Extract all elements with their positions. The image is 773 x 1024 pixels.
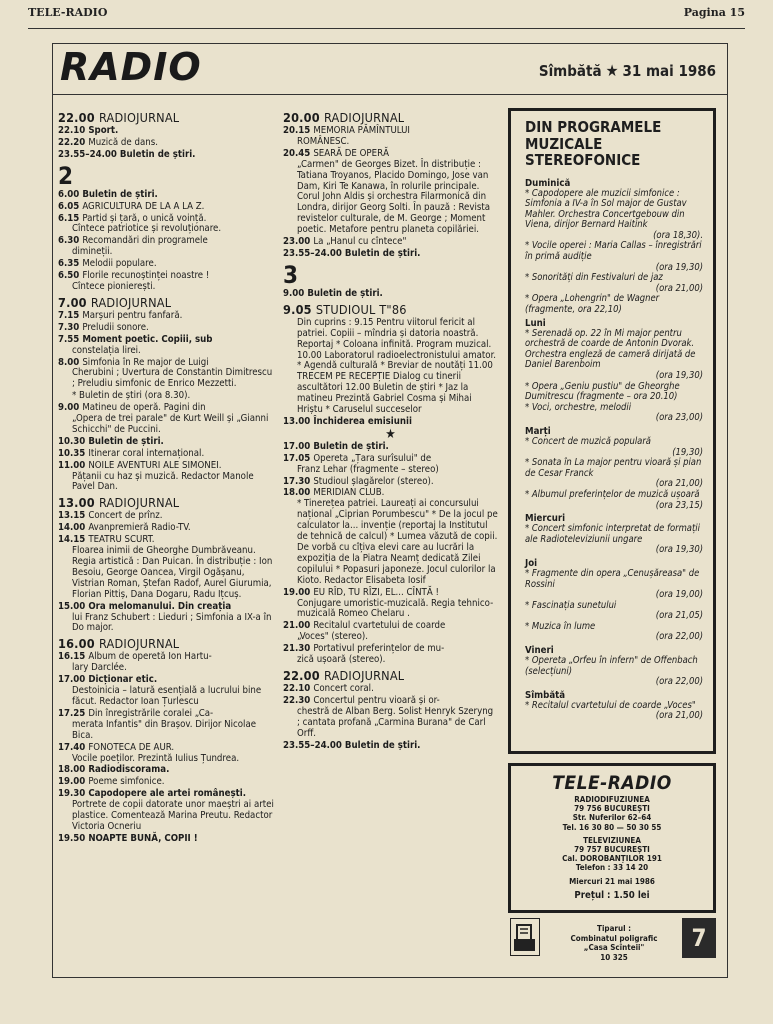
program-title: Buletin de știri. bbox=[82, 188, 158, 200]
program-title: RADIOJURNAL bbox=[90, 294, 172, 310]
program-time: 17.25 bbox=[58, 707, 89, 719]
info-line: RADIODIFUZIUNEA bbox=[574, 795, 650, 804]
program-entry bbox=[283, 289, 498, 300]
program-time: 10.30 bbox=[58, 435, 89, 447]
printer-line: Tiparul : bbox=[597, 924, 631, 933]
stereo-time: (ora 23,15) bbox=[655, 499, 703, 511]
program-title: EU RÎD, TU RÎZI, EL... CÎNTĂ ! bbox=[313, 586, 439, 598]
program-time: 16.00 bbox=[58, 636, 99, 652]
program-title: Matineu de operă. Pagini din bbox=[82, 402, 206, 414]
program-time: 17.40 bbox=[58, 741, 89, 753]
program-description: Conjugare umoristic-muzicală. Regia tehnico-muzicală Romeo Chelaru . bbox=[297, 597, 494, 620]
program-entry bbox=[58, 449, 274, 460]
page-logo: 7 bbox=[682, 918, 716, 958]
program-title: TEATRU SCURT. bbox=[88, 534, 155, 546]
program-time: 23.55–24.00 bbox=[283, 247, 345, 259]
program-title: Concert de prînz. bbox=[88, 510, 163, 522]
program-time: 22.00 bbox=[58, 110, 99, 125]
teleradio-info-box bbox=[508, 763, 716, 913]
program-entry bbox=[58, 323, 274, 334]
program-title: FONOTECA DE AUR. bbox=[88, 741, 175, 753]
program-description: „Opera de trei parale" de Kurt Weill și „Gianni Schicchi" de Puccini. bbox=[72, 413, 269, 435]
program-title: MEMORIA PĂMÎNTULUI bbox=[313, 125, 410, 136]
program-title: La „Hanul cu cîntece" bbox=[313, 236, 407, 248]
program-time: 15.00 bbox=[58, 600, 89, 612]
printer-line: Combinatul poligrafic bbox=[570, 933, 658, 943]
star-icon: ★ bbox=[605, 61, 619, 80]
program-time: 18.00 bbox=[58, 764, 89, 776]
program-entry bbox=[58, 523, 274, 534]
program-entry bbox=[283, 302, 498, 317]
program-entry bbox=[283, 477, 498, 488]
program-description: Franz Lehar (fragmente – stereo) bbox=[297, 463, 439, 475]
program-title: Buletin de știri. bbox=[307, 287, 383, 299]
program-time: 23.55–24.00 bbox=[283, 739, 345, 751]
stereo-time: (ora 22,00) bbox=[655, 631, 703, 643]
program-title: Buletin de știri. bbox=[344, 247, 421, 259]
page-number: Pagina 15 bbox=[683, 6, 745, 19]
program-entry bbox=[283, 684, 498, 695]
stereo-day: Sîmbătă bbox=[525, 689, 566, 701]
program-description: Destoinicia – latură esențială a lucrului bine făcut. Redactor Ioan Țurlescu bbox=[72, 685, 262, 707]
program-time: 7.55 bbox=[58, 333, 83, 345]
stereo-time: (ora 18,30). bbox=[653, 229, 703, 241]
program-title: Florile recunoștinței noastre ! bbox=[82, 270, 210, 282]
stereo-time: (ora 19,00) bbox=[655, 589, 703, 601]
program-time: 23.00 bbox=[283, 236, 314, 248]
program-title: NOILE AVENTURI ALE SIMONEI. bbox=[88, 459, 222, 471]
program-title: RADIOJURNAL bbox=[98, 110, 180, 125]
program-time: 6.30 bbox=[58, 235, 83, 247]
program-time: 22.30 bbox=[283, 694, 314, 706]
program-description: Cîntece patriotice și revoluționare. bbox=[72, 223, 222, 235]
program-title: Dicționar etic. bbox=[88, 674, 158, 686]
stereo-item: * Capodopere ale muzicii simfonice : Simfonia a IV-a în Sol major de Gustav Mahler. Orchestra Concertgebouw din Viena, dirijor Bernard Haitink bbox=[525, 187, 687, 231]
program-time: 14.15 bbox=[58, 534, 89, 546]
program-entry bbox=[58, 743, 274, 754]
program-time: 19.50 bbox=[58, 832, 89, 844]
program-description: * Buletin de știri (ora 8.30). bbox=[72, 390, 191, 402]
program-entry bbox=[58, 602, 274, 613]
program-time: 17.30 bbox=[283, 475, 314, 487]
separator-star-icon: ★ bbox=[385, 426, 396, 442]
stereo-time: (ora 21,05) bbox=[655, 610, 703, 622]
program-title: MERIDIAN CLUB. bbox=[313, 487, 385, 499]
program-description: constelația lirei. bbox=[72, 344, 141, 356]
printer-line: „Casa Scînteii" bbox=[583, 943, 645, 953]
masthead bbox=[52, 43, 728, 95]
program-title: Sport. bbox=[88, 125, 119, 136]
stereo-time: (19,30) bbox=[672, 446, 703, 458]
stereo-programs-box bbox=[508, 108, 716, 754]
program-time: 23.55–24.00 bbox=[58, 148, 120, 160]
program-title: Preludii sonore. bbox=[82, 321, 149, 333]
program-description: Floarea inimii de Gheorghe Dumbrăveanu. Regia artistică : Dan Puican. În distribuție : Ion Besoiu, George Oancea, Virgil Ogășanu, Vistrian Roman, Ștefan Radof, Aurel Giurumia, Florian Pittiș, Dana Dogaru, Radu Ițcuș. bbox=[72, 545, 273, 600]
program-description: chestră de Alban Berg. Solist Henryk Szeryng ; cantata profană „Carmina Burana" de Carl Orff. bbox=[297, 705, 494, 739]
program-title: Recomandări din programele bbox=[82, 235, 208, 247]
program-title: Moment poetic. Copiii, sub bbox=[82, 333, 213, 345]
program-time: 20.45 bbox=[283, 147, 314, 159]
program-entry bbox=[58, 150, 274, 161]
program-title: Închiderea emisiunii bbox=[313, 415, 412, 427]
stereo-time: (ora 19,30) bbox=[655, 370, 703, 381]
program-description: zică ușoară (stereo). bbox=[297, 654, 386, 666]
stereo-day: Joi bbox=[525, 557, 538, 569]
program-time: 22.00 bbox=[283, 667, 324, 683]
section-title: RADIO bbox=[60, 45, 202, 89]
program-time: 16.15 bbox=[58, 651, 89, 663]
program-title: Marșuri pentru fanfară. bbox=[82, 309, 183, 321]
program-time: 7.00 bbox=[58, 294, 91, 310]
stereo-time: (ora 23,00) bbox=[655, 412, 703, 424]
program-title: Itinerar coral internațional. bbox=[88, 447, 205, 459]
program-description: ROMÂNESC. bbox=[297, 135, 350, 147]
program-description: Pățanii cu haz și muzică. Redactor Manole Pavel Dan. bbox=[72, 470, 254, 493]
program-title: Muzică de dans. bbox=[88, 136, 158, 148]
program-entry bbox=[58, 202, 274, 213]
stereo-item: * Fragmente din opera „Cenușăreasa" de Rossini bbox=[525, 567, 700, 590]
program-title: Avanpremieră Radio-TV. bbox=[88, 522, 191, 534]
program-time: 19.00 bbox=[283, 586, 314, 598]
program-title: Buletin de știri. bbox=[344, 739, 421, 751]
program-title: Recitalul cvartetului de coarde bbox=[313, 620, 446, 632]
stereo-item: * Albumul preferințelor de muzică ușoară bbox=[525, 488, 700, 500]
program-entry bbox=[283, 249, 498, 260]
stereo-item: * Vocile operei : Maria Callas – înregistrări în primă audiție bbox=[525, 240, 702, 263]
program-time: 22.10 bbox=[283, 682, 314, 694]
program-entry bbox=[58, 190, 274, 201]
stereo-time: (ora 19,30) bbox=[655, 261, 703, 273]
program-entry bbox=[58, 511, 274, 522]
printer-info bbox=[550, 924, 678, 962]
stereo-item: * Concert simfonic interpretat de formații ale Radioteleviziunii ungare bbox=[525, 523, 700, 545]
program-time: 9.05 bbox=[283, 301, 316, 317]
program-title: NOAPTE BUNĂ, COPII ! bbox=[88, 832, 198, 844]
program-entry bbox=[58, 126, 274, 137]
program-time: 8.00 bbox=[58, 356, 83, 368]
section-number: 2 bbox=[58, 161, 74, 190]
program-entry bbox=[58, 259, 274, 270]
program-time: 6.15 bbox=[58, 212, 83, 224]
program-time: 18.00 bbox=[283, 487, 314, 499]
stereo-item: * Opera „Geniu pustiu" de Gheorghe Dumitrescu (fragmente – ora 20.10) bbox=[525, 380, 680, 403]
program-description: lary Darclée. bbox=[72, 662, 127, 674]
program-description: „Carmen" de Georges Bizet. În distribuție : Tatiana Troyanos, Placido Domingo, Jose van Dam, Kiri Te Kanawa, în rolurile principale. Corul John Aldis și orchestra Filarmonică din Londra, dirijor Georg Solti. În pauză : Revista revistelor culturale, de M. George ; Moment poetic. Metafore pentru planeta copilăriei. bbox=[297, 158, 491, 236]
program-time: 6.35 bbox=[58, 258, 83, 270]
program-time: 7.30 bbox=[58, 321, 83, 333]
stereo-day: Vineri bbox=[525, 645, 554, 657]
program-title: Ora melomanului. Din creația bbox=[88, 600, 232, 612]
stereo-day: Miercuri bbox=[525, 513, 566, 525]
program-time: 17.05 bbox=[283, 452, 314, 464]
program-entry bbox=[283, 237, 498, 248]
program-title: Buletin de știri. bbox=[119, 148, 196, 160]
program-entry bbox=[58, 311, 274, 322]
program-title: Melodii populare. bbox=[82, 258, 157, 270]
printer-logo-icon bbox=[510, 918, 540, 956]
program-time: 10.35 bbox=[58, 447, 89, 459]
program-title: Concert coral. bbox=[313, 682, 374, 694]
stereo-item: * Recitalul cvartetului de coarde „Voces" bbox=[525, 699, 696, 711]
program-time: 14.00 bbox=[58, 522, 89, 534]
program-entry bbox=[58, 834, 274, 845]
stereo-box-title: DIN PROGRAMELE MUZICALE STEREOFONICE bbox=[525, 118, 662, 169]
date-day: Sîmbătă bbox=[538, 62, 602, 80]
program-time: 21.30 bbox=[283, 643, 314, 655]
program-entry bbox=[58, 461, 274, 472]
program-entry bbox=[58, 777, 274, 788]
program-time: 22.10 bbox=[58, 125, 89, 136]
program-title: Din înregistrările coralei „Ca- bbox=[88, 707, 214, 719]
stereo-day: Duminică bbox=[525, 177, 571, 189]
stereo-item: * Sonata în La major pentru vioară și pian de Cesar Franck bbox=[525, 457, 702, 479]
issue-date: Miercuri 21 mai 1986 bbox=[569, 876, 655, 886]
program-entry bbox=[58, 335, 274, 346]
program-title: RADIOJURNAL bbox=[323, 667, 405, 683]
teleradio-title: TELE-RADIO bbox=[552, 772, 672, 794]
program-time: 17.00 bbox=[58, 674, 89, 686]
printer-line: 10 325 bbox=[600, 952, 628, 962]
program-title: Partid și țară, o unică voință. bbox=[82, 212, 207, 224]
program-description: Din cuprins : 9.15 Pentru viitorul fericit al patriei. Copiii – mîndria și datoria noastră. Reportaj * Coloana infinită. Program muzical. 10.00 Laboratorul radioelectronistului amator. * Agendă culturală * Breviar de noutăți 11.00 TRECEM PE RECEPȚIE Dialog cu tinerii ascultători 12.00 Buletin de știri * Jaz la matineu Prezintă Gabriel Cosma și Mihai Hriștu * Caruselul succeselor bbox=[297, 316, 496, 416]
program-description: * Tinerețea patriei. Laureați ai concursului național „Ciprian Porumbescu" * De la jocul pe calculator la... invenție (reportaj la Institutul de tehnică de calcul) * Lumea văzută de copii. De vorbă cu cîțiva elevi care au lucrări la expoziția de la Piatra Neamț dedicată Zilei copilului * Popasuri japoneze. Jocul culorilor la Kioto. Redactor Elisabeta Iosif bbox=[297, 498, 498, 586]
stereo-days-list bbox=[525, 178, 703, 723]
program-entry bbox=[283, 668, 498, 683]
stereo-day: Luni bbox=[525, 317, 546, 329]
program-time: 6.50 bbox=[58, 270, 83, 282]
program-title: Portativul preferințelor de mu- bbox=[313, 643, 445, 655]
info-line: 79 756 BUCUREȘTI bbox=[574, 804, 650, 814]
stereo-time: (ora 19,30) bbox=[655, 544, 703, 556]
info-line: 79 757 BUCUREȘTI bbox=[574, 845, 650, 855]
program-title: AGRICULTURA DE LA A LA Z. bbox=[82, 200, 205, 212]
program-description: dimineții. bbox=[72, 246, 113, 258]
program-entry bbox=[283, 110, 498, 125]
stereo-item: * Opereta „Orfeu în infern" de Offenbach (selecțiuni) bbox=[525, 655, 698, 677]
stereo-item: * Serenadă op. 22 în Mi major pentru orchestră de coarde de Antonin Dvorak. Orchestra engleză de cameră dirijată de Daniel Barenboim bbox=[525, 327, 696, 371]
stereo-time: (ora 21,00) bbox=[655, 282, 703, 294]
program-title: RADIOJURNAL bbox=[98, 636, 180, 652]
program-time: 9.00 bbox=[283, 287, 308, 299]
program-title: Concertul pentru vioară și or- bbox=[313, 694, 440, 706]
header-rule bbox=[28, 28, 745, 29]
dateline bbox=[539, 61, 716, 80]
publication-name: TELE-RADIO bbox=[28, 6, 108, 19]
stereo-item: * Fascinația sunetului bbox=[525, 599, 617, 611]
info-line: Cal. DOROBANȚILOR 191 bbox=[562, 854, 662, 864]
program-description: Portrete de copii datorate unor maeștri ai artei plastice. Comentează Marina Preutu. Redactor Victoria Ocneriu bbox=[72, 799, 274, 832]
stereo-item: * Opera „Lohengrin" de Wagner (fragmente, ora 22,10) bbox=[525, 293, 660, 316]
program-title: STUDIOUL T"86 bbox=[315, 301, 407, 317]
stereo-item: * Voci, orchestre, melodii bbox=[525, 401, 632, 413]
program-entry bbox=[58, 437, 274, 448]
program-title: Radiodiscorama. bbox=[88, 764, 170, 776]
program-title: Simfonia în Re major de Luigi bbox=[82, 356, 209, 368]
stereo-time: (ora 22,00) bbox=[655, 676, 703, 688]
program-time: 13.00 bbox=[58, 495, 99, 511]
info-line: Str. Nuferilor 62–64 bbox=[572, 813, 652, 823]
program-time: 13.00 bbox=[283, 415, 314, 427]
program-time: 20.00 bbox=[283, 110, 324, 125]
program-entry bbox=[283, 442, 498, 453]
date-text: 31 mai 1986 bbox=[622, 62, 716, 80]
program-title: Buletin de știri. bbox=[88, 435, 164, 447]
program-description: „Voces" (stereo). bbox=[297, 631, 369, 643]
price: Prețul : 1.50 lei bbox=[574, 889, 650, 901]
program-time: 21.00 bbox=[283, 620, 314, 632]
program-title: SEARĂ DE OPERĂ bbox=[313, 147, 389, 159]
program-column-2 bbox=[283, 108, 498, 751]
stereo-item: * Concert de muzică populară bbox=[525, 435, 651, 447]
program-title: Capodopere ale artei românești. bbox=[88, 788, 247, 800]
program-entry bbox=[58, 138, 274, 149]
program-time: 20.15 bbox=[283, 125, 314, 136]
program-time: 22.20 bbox=[58, 136, 89, 148]
program-entry bbox=[58, 636, 274, 651]
program-time: 19.00 bbox=[58, 776, 89, 788]
program-description: merata Infantis" din Brașov. Dirijor Nicolae Bica. bbox=[72, 718, 257, 741]
program-title: Opereta „Țara surîsului" de bbox=[313, 452, 432, 464]
info-line: TELEVIZIUNEA bbox=[583, 835, 641, 845]
program-title: Buletin de știri. bbox=[313, 440, 389, 452]
program-description: lui Franz Schubert : Lieduri ; Simfonia a IX-a în Do major. bbox=[72, 611, 272, 634]
stereo-item: * Sonorități din Festivaluri de jaz bbox=[525, 272, 663, 284]
info-line: Telefon : 33 14 20 bbox=[575, 863, 649, 873]
program-time: 9.00 bbox=[58, 402, 83, 414]
program-time: 19.30 bbox=[58, 788, 89, 800]
program-description: Vocile poeților. Prezintă Iulius Țundrea. bbox=[72, 752, 240, 764]
program-title: Studioul șlagărelor (stereo). bbox=[313, 475, 434, 487]
info-line: Tel. 16 30 80 — 50 30 55 bbox=[562, 822, 662, 832]
program-entry bbox=[58, 110, 274, 125]
section-number: 3 bbox=[283, 260, 299, 289]
program-title: RADIOJURNAL bbox=[323, 110, 405, 125]
program-title: Album de operetă Ion Hartu- bbox=[88, 651, 212, 663]
program-entry bbox=[283, 741, 498, 752]
program-column-1 bbox=[58, 108, 274, 845]
program-time: 6.00 bbox=[58, 188, 83, 200]
stereo-time: (ora 21,00) bbox=[655, 478, 703, 490]
program-time: 11.00 bbox=[58, 459, 89, 471]
program-description: Cherubini ; Uvertura de Constantin Dimitrescu ; Preludiu simfonic de Enrico Mezzetti. bbox=[72, 367, 273, 390]
program-entry bbox=[58, 765, 274, 776]
program-title: Poeme simfonice. bbox=[88, 776, 165, 788]
program-entry bbox=[58, 495, 274, 510]
page-header bbox=[28, 6, 745, 22]
program-entry bbox=[58, 295, 274, 310]
stereo-time: (ora 21,00) bbox=[655, 710, 703, 722]
program-time: 7.15 bbox=[58, 309, 83, 321]
stereo-day: Marți bbox=[525, 425, 551, 437]
program-entry bbox=[283, 588, 498, 599]
stereo-item: * Muzica în lume bbox=[525, 620, 596, 632]
program-title: RADIOJURNAL bbox=[98, 495, 180, 511]
program-time: 6.05 bbox=[58, 200, 83, 212]
program-time: 17.00 bbox=[283, 440, 314, 452]
program-description: Cîntece pionierești. bbox=[72, 280, 156, 292]
program-time: 13.15 bbox=[58, 510, 89, 522]
